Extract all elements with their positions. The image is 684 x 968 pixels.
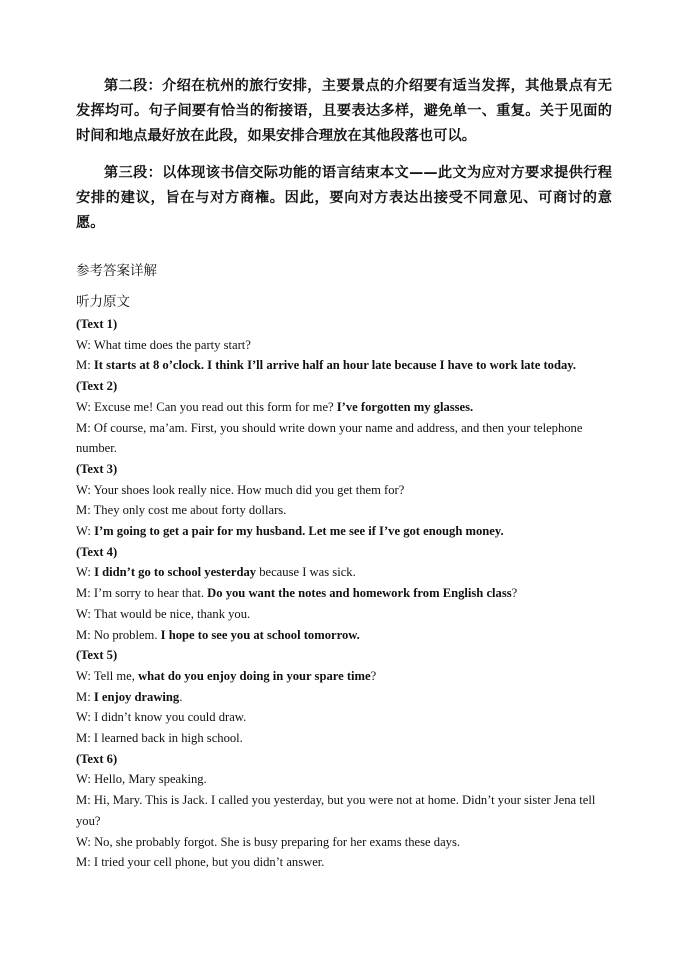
- dialogue-text: M:: [76, 689, 94, 704]
- dialogue-key-phrase: I didn’t go to school yesterday: [94, 565, 257, 580]
- text-label: (Text 2): [76, 379, 118, 394]
- dialogue-text: M: They only cost me about forty dollars.: [76, 503, 287, 518]
- dialogue-line: [76, 500, 616, 521]
- dialogue-line: [76, 832, 616, 853]
- dialogue-line: [76, 687, 616, 708]
- dialogue-line: [76, 335, 616, 356]
- dialogue-text: M: Hi, Mary. This is Jack. I called you yesterday, but you were not at home. Didn’t your sister Jena tell you?: [76, 793, 596, 828]
- dialogue-text: M: I’m sorry to hear that.: [76, 586, 208, 601]
- dialogue-text: M: Of course, ma’am. First, you should write down your name and address, and then your telephone number.: [76, 420, 583, 456]
- dialogue-line: [76, 480, 616, 501]
- dialogue-line: [76, 418, 616, 459]
- dialogue-text: W: I didn’t know you could draw.: [76, 710, 247, 725]
- text-label: (Text 4): [76, 544, 118, 559]
- dialogue-text: .: [179, 689, 183, 704]
- dialogue-line: [76, 521, 616, 542]
- dialogue-key-phrase: I’m going to get a pair for my husband. Let me see if I’ve got enough money.: [94, 524, 504, 539]
- dialogue-text: M: No problem.: [76, 627, 161, 642]
- dialogue-text: W:: [76, 524, 95, 539]
- dialogue-text: M: I tried your cell phone, but you didn’t answer.: [76, 855, 325, 870]
- dialogue-line: [76, 790, 616, 831]
- dialogue-text: M:: [76, 358, 94, 373]
- dialogue-key-phrase: Do you want the notes and homework from English class: [207, 586, 512, 601]
- dialogue-line: [76, 852, 616, 873]
- dialogue-text: W: What time does the party start?: [76, 337, 251, 352]
- reference-answer-title: 参考答案详解: [76, 263, 157, 279]
- dialogue-text: W: Hello, Mary speaking.: [76, 772, 207, 787]
- paragraph-section-two: 第二段：介绍在杭州的旅行安排，主要景点的介绍要有适当发挥，其他景点有无发挥均可。句子间要有恰当的衔接语，且要表达多样，避免单一、重复。关于见面的时间和地点最好放在此段，如果安排合理放在其他段落也可以。: [76, 78, 612, 144]
- text-label: (Text 1): [76, 317, 118, 331]
- dialogue-line: [76, 583, 616, 604]
- dialogue-text: because I was sick.: [256, 565, 356, 580]
- dialogue-key-phrase: I enjoy drawing: [93, 689, 180, 704]
- dialogue-line: [76, 355, 616, 376]
- dialogue-text: ?: [511, 586, 518, 601]
- dialogue-text: W: No, she probably forgot. She is busy preparing for her exams these days.: [76, 834, 461, 849]
- dialogue-text: M: I learned back in high school.: [76, 731, 243, 746]
- dialogue-text: W: Excuse me! Can you read out this form for me?: [76, 399, 337, 414]
- dialogue-line: [76, 397, 616, 418]
- dialogue-key-phrase: I hope to see you at school tomorrow.: [160, 627, 360, 642]
- paragraph-section-three: 第三段：以体现该书信交际功能的语言结束本文——此文为应对方要求提供行程安排的建议，旨在与对方商権。因此，要向对方表达出接受不同意见、可商讨的意愿。: [76, 165, 612, 231]
- dialogue-text: W: Your shoes look really nice. How much did you get them for?: [76, 482, 405, 497]
- dialogue-line: [76, 707, 616, 728]
- dialogue-text: W: That would be nice, thank you.: [76, 606, 251, 621]
- dialogue-line: [76, 769, 616, 790]
- text-label: (Text 6): [76, 751, 118, 766]
- text-label: (Text 3): [76, 461, 118, 476]
- dialogue-text: W:: [76, 565, 95, 580]
- listening-transcript: [76, 314, 616, 873]
- text-label: (Text 5): [76, 648, 118, 663]
- dialogue-line: [76, 666, 616, 687]
- dialogue-line: [76, 604, 616, 625]
- dialogue-key-phrase: what do you enjoy doing in your spare time: [138, 668, 371, 683]
- dialogue-text: ?: [370, 668, 377, 683]
- dialogue-key-phrase: I’ve forgotten my glasses.: [336, 399, 474, 414]
- dialogue-line: [76, 625, 616, 646]
- dialogue-line: [76, 562, 616, 583]
- dialogue-text: W: Tell me,: [76, 668, 139, 683]
- dialogue-line: [76, 728, 616, 749]
- listening-transcript-title: 听力原文: [76, 294, 130, 310]
- dialogue-key-phrase: It starts at 8 o’clock. I think I’ll arrive half an hour late because I have to work late today.: [93, 358, 577, 373]
